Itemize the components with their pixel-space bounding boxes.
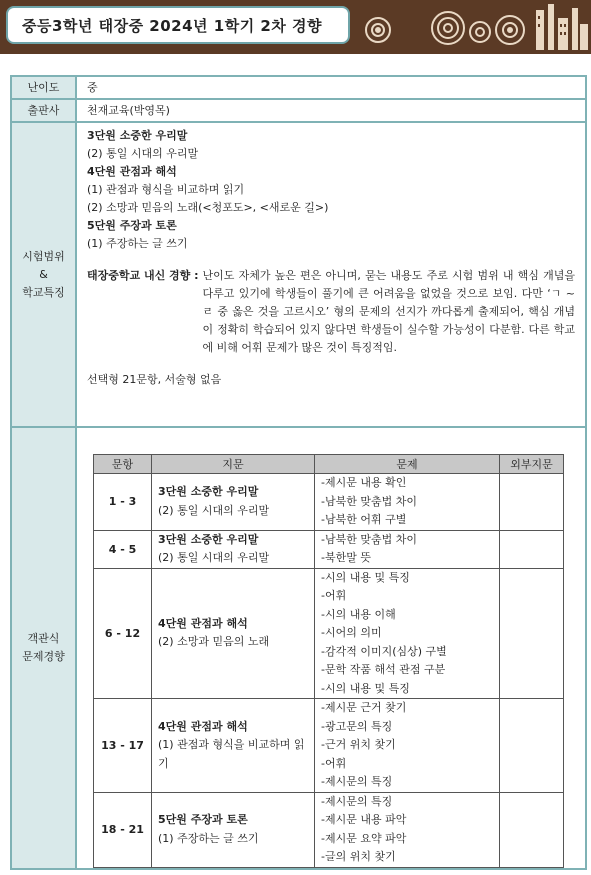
header-number: 문항 xyxy=(94,455,152,474)
external-cell xyxy=(500,792,564,867)
table-row xyxy=(94,792,564,867)
unit-sub: (1) 주장하는 글 쓰기 xyxy=(87,237,188,250)
scope-content xyxy=(77,123,585,395)
passage-cell: 5단원 주장과 토론 (1) 주장하는 글 쓰기 xyxy=(152,792,315,867)
exam-info-table xyxy=(10,75,587,870)
problem-cell: -제시문의 특징 -제시문 내용 파악 -제시문 요약 파악 -글의 위치 찾기 xyxy=(315,792,500,867)
unit-sub: (1) 관점과 형식을 비교하며 읽기 xyxy=(87,183,245,196)
unit-sub: (2) 통일 시대의 우리말 xyxy=(87,147,199,160)
table-row xyxy=(94,699,564,793)
difficulty-label: 난이도 xyxy=(11,76,76,99)
unit-title: 3단원 소중한 우리말 xyxy=(87,129,188,142)
header-problem: 문제 xyxy=(315,455,500,474)
question-count: 선택형 21문항, 서술형 없음 xyxy=(87,373,222,386)
question-number: 6 - 12 xyxy=(94,568,152,699)
school-trend xyxy=(87,267,575,357)
problem-cell: -제시문 근거 찾기 -광고문의 특징 -근거 위치 찾기 -어휘 -제시문의 특징 xyxy=(315,699,500,793)
trend-label: 태장중학교 내신 경향 : xyxy=(87,269,199,282)
objective-label: 객관식 문제경향 xyxy=(11,427,76,869)
unit-sub: (2) 소망과 믿음의 노래(<청포도>, <새로운 길>) xyxy=(87,201,329,214)
passage-cell: 4단원 관점과 해석 (2) 소망과 믿음의 노래 xyxy=(152,568,315,699)
table-row xyxy=(94,530,564,568)
question-number: 18 - 21 xyxy=(94,792,152,867)
question-number: 1 - 3 xyxy=(94,474,152,531)
passage-cell: 4단원 관점과 해석 (1) 관점과 형식을 비교하며 읽기 xyxy=(152,699,315,793)
problem-cell: -제시문 내용 확인 -남북한 맞춤법 차이 -남북한 어휘 구별 xyxy=(315,474,500,531)
unit-title: 5단원 주장과 토론 xyxy=(87,219,177,232)
problem-cell: -남북한 맞춤법 차이 -북한말 뜻 xyxy=(315,530,500,568)
header-passage: 지문 xyxy=(152,455,315,474)
passage-cell: 3단원 소중한 우리말 (2) 통일 시대의 우리말 xyxy=(152,474,315,531)
header-banner xyxy=(0,0,591,54)
unit-title: 4단원 관점과 해석 xyxy=(87,165,177,178)
page-title: 중등3학년 태장중 2024년 1학기 2차 경향 xyxy=(6,6,350,44)
passage-cell: 3단원 소중한 우리말 (2) 통일 시대의 우리말 xyxy=(152,530,315,568)
external-cell xyxy=(500,568,564,699)
table-row xyxy=(94,568,564,699)
external-cell xyxy=(500,474,564,531)
publisher-value: 천재교육(박영목) xyxy=(87,104,170,117)
decorative-circles-icon xyxy=(360,0,591,54)
difficulty-value: 중 xyxy=(87,81,98,94)
trend-text: 난이도 자체가 높은 편은 아니며, 묻는 내용도 주로 시험 범위 내 핵심 개념을 다루고 있기에 학생들이 풀기에 큰 어려움을 없었을 것으로 보임. 다만 ‘ㄱ ~ ㄹ 중 옳은 것을 고르시오’ 형의 문제의 선지가 까다롭게 출제되어, 핵심 개념이 정확히 학습되어 있지 않다면 학생들이 실수할 가능성이 다분함. 다른 학교에 비해 어휘 문제가 많은 것이 특징적임. xyxy=(202,269,575,354)
scope-label: 시험범위 & 학교특징 xyxy=(11,122,76,427)
question-number: 13 - 17 xyxy=(94,699,152,793)
external-cell xyxy=(500,699,564,793)
header-external: 외부지문 xyxy=(500,455,564,474)
table-row xyxy=(94,474,564,531)
problem-cell: -시의 내용 및 특징 -어휘 -시의 내용 이해 -시어의 의미 -감각적 이미지(심상) 구별 -문학 작품 해석 관점 구분 -시의 내용 및 특징 xyxy=(315,568,500,699)
question-trend-table xyxy=(93,454,564,868)
external-cell xyxy=(500,530,564,568)
publisher-label: 출판사 xyxy=(11,99,76,122)
question-number: 4 - 5 xyxy=(94,530,152,568)
